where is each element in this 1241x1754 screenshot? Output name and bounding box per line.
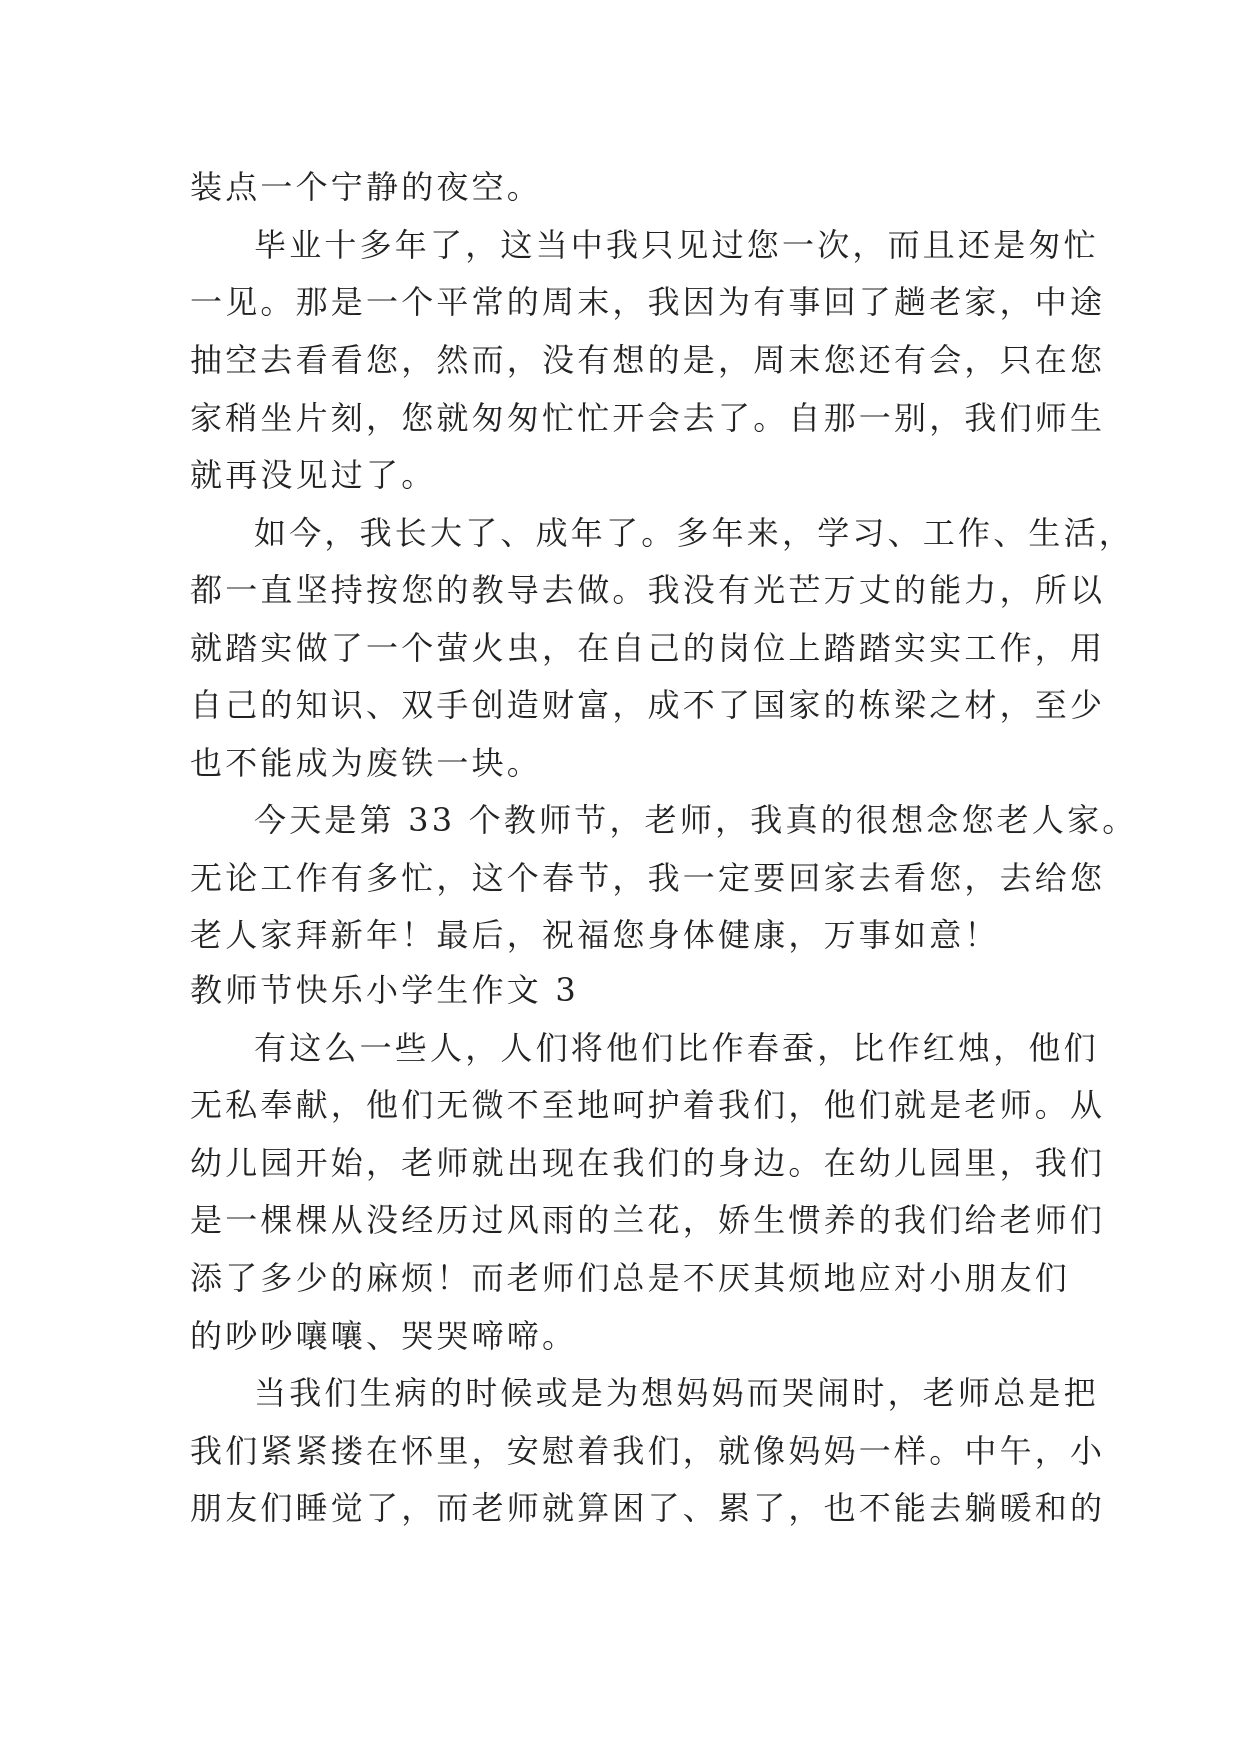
text-line: 装点一个宁静的夜空。 [190,168,543,206]
text-line: 就再没见过了。 [190,456,437,494]
paragraph-first-line: 毕业十多年了，这当中我只见过您一次，而且还是匆忙 [254,226,1099,264]
text-line: 添了多少的麻烦！而老师们总是不厌其烦地应对小朋友们 [190,1259,1071,1297]
paragraph-first-line: 当我们生病的时候或是为想妈妈而哭闹时，老师总是把 [254,1374,1099,1412]
text-line: 一见。那是一个平常的周末，我因为有事回了趟老家，中途 [190,283,1106,321]
text-line: 老人家拜新年！最后，祝福您身体健康，万事如意！ [190,916,1000,954]
text-line: 抽空去看看您，然而，没有想的是，周末您还有会，只在您 [190,341,1106,379]
section-heading: 教师节快乐小学生作文 3 [190,971,579,1009]
text-line: 我们紧紧搂在怀里，安慰着我们，就像妈妈一样。中午，小 [190,1432,1106,1470]
text-line: 也不能成为废铁一块。 [190,744,543,782]
text-line: 的吵吵嚷嚷、哭哭啼啼。 [190,1317,578,1355]
text-line: 无私奉献，他们无微不至地呵护着我们，他们就是老师。从 [190,1086,1106,1124]
paragraph-first-line: 如今，我长大了、成年了。多年来，学习、工作、生活， [254,514,1135,552]
paragraph-first-line: 有这么一些人，人们将他们比作春蚕，比作红烛，他们 [254,1029,1099,1067]
text-line: 就踏实做了一个萤火虫，在自己的岗位上踏踏实实工作，用 [190,629,1106,667]
text-line: 自己的知识、双手创造财富，成不了国家的栋梁之材，至少 [190,686,1106,724]
text-line: 是一棵棵从没经历过风雨的兰花，娇生惯养的我们给老师们 [190,1201,1106,1239]
paragraph-first-line: 今天是第 33 个教师节，老师，我真的很想念您老人家。 [254,801,1138,839]
text-line: 都一直坚持按您的教导去做。我没有光芒万丈的能力，所以 [190,571,1106,609]
text-line: 无论工作有多忙，这个春节，我一定要回家去看您，去给您 [190,859,1106,897]
text-line: 朋友们睡觉了，而老师就算困了、累了，也不能去躺暖和的 [190,1489,1106,1527]
text-line: 家稍坐片刻，您就匆匆忙忙开会去了。自那一别，我们师生 [190,399,1106,437]
text-line: 幼儿园开始，老师就出现在我们的身边。在幼儿园里，我们 [190,1144,1106,1182]
